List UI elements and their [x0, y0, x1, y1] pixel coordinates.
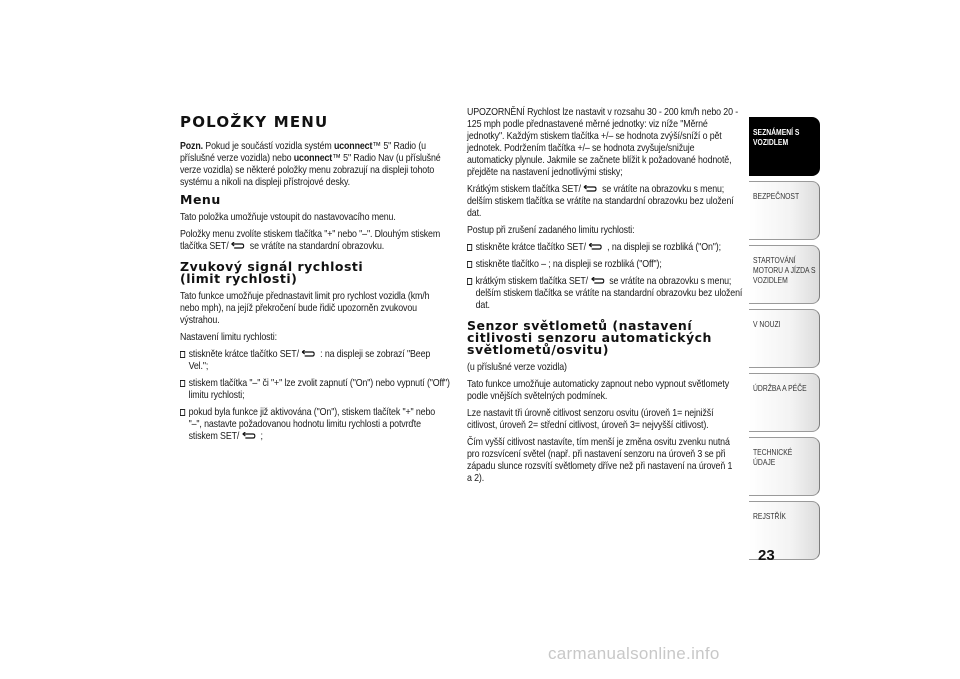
short-press-paragraph: Krátkým stiskem tlačítka SET/ se vrátíte na obrazovku s menu; delším stiskem tlačítka se vrátíte na standardní obrazovku bez uložení dat. — [467, 184, 734, 219]
checkbox-bullet-icon — [180, 409, 185, 416]
list-item: pokud byla funkce již aktivována ("On"), stiskem tlačítek "+" nebo "–", nastavte požadovanou hodnotu limitu rychlosti a potvrďte stiskem SET/ ; — [180, 407, 450, 443]
note-label: Pozn. — [180, 141, 203, 152]
checkbox-bullet-icon — [467, 278, 472, 285]
section-title: POLOŽKY MENU — [180, 113, 329, 131]
checkbox-bullet-icon — [180, 380, 185, 387]
tab-seznameni[interactable] — [749, 117, 820, 176]
tab-label: REJSTŘÍK — [753, 511, 786, 521]
tab-label: SEZNÁMENÍ S VOZIDLEM — [753, 127, 800, 147]
watermark: carmanualsonline.info — [548, 644, 720, 663]
checkbox-bullet-icon — [467, 244, 472, 251]
menu-paragraph-2: Položky menu zvolíte stiskem tlačítka "+" nebo "–". Dlouhým stiskem tlačítka SET/ se vrátíte na standardní obrazovku. — [180, 229, 441, 252]
tab-label: TECHNICKÉ ÚDAJE — [753, 447, 793, 467]
return-arrow-icon — [231, 242, 245, 250]
sensor-paragraph-3: Čím vyšší citlivost nastavíte, tím menší je změna osvitu zvenku nutná pro rozsvícení světel (např. při nastavení senzoru na úroveň 3 se při západu slunce rozsvítí světlomety dříve než při nastavení na úroveň 1 a 2). — [467, 437, 733, 484]
checkbox-bullet-icon — [180, 351, 185, 358]
menu-paragraph-1: Tato položka umožňuje vstoupit do nastavovacího menu. — [180, 212, 396, 223]
intro-paragraph: Pozn. Pokud je součástí vozidla systém uconnect™ 5" Radio (u příslušné verze vozidla) nebo uconnect™ 5" Radio Nav (u příslušné verze vozidla) se některé položky menu zobrazují na displeji tohoto systému a nikoli na displeji přístrojové desky. — [180, 141, 441, 188]
list-item: stiskněte krátce tlačítko SET/ : na displeji se zobrazí "Beep Vel."; — [180, 349, 450, 373]
tab-startovani[interactable] — [749, 245, 820, 304]
chapter-tabs — [749, 117, 820, 565]
speed-setting-label: Nastavení limitu rychlosti: — [180, 332, 277, 343]
return-arrow-icon — [583, 185, 597, 193]
tab-label: BEZPEČNOST — [753, 191, 800, 201]
speed-paragraph: Tato funkce umožňuje přednastavit limit pro rychlost vozidla (km/h nebo mph), na jejíž překročení bude řidič upozorněn zvukovou výstrahou. — [180, 291, 430, 326]
tab-technicke-udaje[interactable] — [749, 437, 820, 496]
speed-heading: Zvukový signál rychlosti (limit rychlosti) — [180, 259, 364, 286]
tab-label: STARTOVÁNÍ MOTORU A JÍZDA S VOZIDLEM — [753, 255, 816, 285]
right-column — [467, 107, 743, 490]
return-arrow-icon — [242, 432, 256, 440]
menu-heading: Menu — [180, 192, 221, 207]
page-number: 23 — [758, 547, 775, 564]
list-item: krátkým stiskem tlačítka SET/ se vrátíte na obrazovku s menu; delším stiskem tlačítka se vrátíte na standardní obrazovku bez uložení dat. — [467, 276, 748, 312]
tab-label: V NOUZI — [753, 319, 781, 329]
sensor-heading: Senzor světlometů (nastavení citlivosti senzoru automatických světlometů/osvitu) — [467, 318, 712, 357]
return-arrow-icon — [588, 243, 602, 251]
checkbox-bullet-icon — [467, 261, 472, 268]
tab-v-nouzi[interactable] — [749, 309, 820, 368]
return-arrow-icon — [591, 277, 605, 285]
sensor-paragraph-2: Lze nastavit tři úrovně citlivost senzoru osvitu (úroveň 1= nejnižší citlivost, úroveň 2= střední citlivost, úroveň 3= nejvyšší citlivost). — [467, 408, 714, 431]
cancel-label: Postup při zrušení zadaného limitu rychlosti: — [467, 225, 635, 236]
list-item: stiskněte krátce tlačítko SET/ , na displeji se rozbliká ("On"); — [467, 242, 748, 254]
list-item: stiskněte tlačítko – ; na displeji se rozbliká ("Off"); — [467, 259, 748, 271]
list-item: stiskem tlačítka "–" či "+" lze zvolit zapnutí ("On") nebo vypnutí ("Off") limitu rychlosti; — [180, 378, 450, 402]
return-arrow-icon — [301, 350, 315, 358]
tab-udrzba[interactable] — [749, 373, 820, 432]
sensor-note: (u příslušné verze vozidla) — [467, 362, 567, 373]
tab-label: ÚDRŽBA A PÉČE — [753, 383, 807, 393]
left-column — [180, 113, 450, 448]
sensor-paragraph-1: Tato funkce umožňuje automaticky zapnout nebo vypnout světlomety podle vnějších světelných podmínek. — [467, 379, 729, 402]
warning-paragraph: UPOZORNĚNÍ Rychlost lze nastavit v rozsahu 30 - 200 km/h nebo 20 - 125 mph podle přednastavené měrné jednotky: viz níže "Měrné jednotky". Každým stiskem tlačítka +/– se hodnota zvýší/sníží o pět jednotek. Podržením tlačítka +/– se hodnota zvyšuje/snižuje automaticky plynule. Jakmile se začnete blížit k požadované hodnotě, přejděte na nastavení jednotlivými stisky; — [467, 107, 739, 178]
tab-bezpecnost[interactable] — [749, 181, 820, 240]
